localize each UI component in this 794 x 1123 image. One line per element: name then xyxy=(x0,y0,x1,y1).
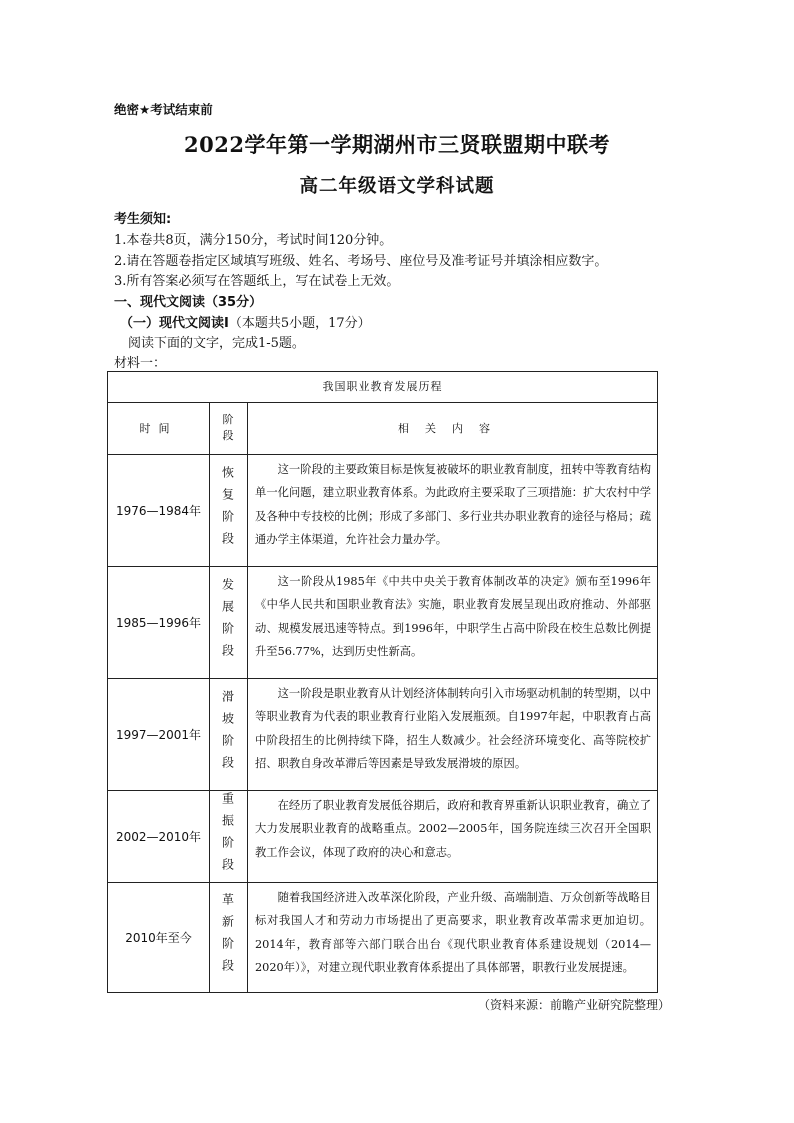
exam-title: 2022学年第一学期湖州市三贤联盟期中联考 xyxy=(184,132,610,157)
subsection-heading xyxy=(120,312,371,331)
subsection-detail: （本题共5小题，17分） xyxy=(228,316,371,331)
notice-title: 考生须知: xyxy=(114,212,172,227)
notice-item: 1.本卷共8页，满分150分，考试时间120分钟。 xyxy=(114,233,393,248)
row-content: 这一阶段的主要政策目标是恢复被破坏的职业教育制度，扭转中等教育结构单一化问题，建立职业教育体系。为此政府主要采取了三项措施：扩大农村中学及各种中专技校的比例；形成了多部门、多行业共办职业教育的途径与格局；疏通办学主体渠道，允许社会力量办学。 xyxy=(255,463,651,546)
material-label: 材料一： xyxy=(114,356,167,371)
notice-item: 3.所有答案必须写在答题纸上，写在试卷上无效。 xyxy=(114,274,400,289)
history-table xyxy=(107,371,658,993)
row-stage: 恢复阶段 xyxy=(220,466,235,554)
column-stage xyxy=(209,402,247,454)
row-stage: 革新阶段 xyxy=(220,893,235,981)
exam-subtitle: 高二年级语文学科试题 xyxy=(299,176,495,197)
row-time: 2010年至今 xyxy=(125,930,192,945)
row-time: 2002—2010年 xyxy=(115,829,202,844)
row-content: 在经历了职业教育发展低谷期后，政府和教育界重新认识职业教育，确立了大力发展职业教育的战略重点。2002—2005年，国务院连续三次召开全国职教工作会议，体现了政府的决心和意志。 xyxy=(255,799,651,859)
row-time: 1976—1984年 xyxy=(115,503,202,518)
column-time: 时间 xyxy=(139,422,178,435)
row-stage: 滑坡阶段 xyxy=(220,690,235,778)
table-column-header xyxy=(108,402,657,455)
source-note: （资料来源：前瞻产业研究院整理） xyxy=(477,998,670,1012)
table-row xyxy=(108,566,657,679)
section-heading: 一、现代文阅读（35分） xyxy=(114,295,263,310)
row-stage: 发展阶段 xyxy=(220,578,235,666)
notice-item: 2.请在答题卷指定区域填写班级、姓名、考场号、座位号及准考证号并填涂相应数字。 xyxy=(114,254,608,269)
column-stage-char: 阶 xyxy=(222,413,234,426)
table-caption: 我国职业教育发展历程 xyxy=(108,372,657,403)
column-divider xyxy=(209,402,210,992)
row-content: 随着我国经济进入改革深化阶段，产业升级、高端制造、万众创新等战略目标对我国人才和劳动力市场提出了更高要求，职业教育改革需求更加迫切。2014年，教育部等六部门联合出台《现代职业教育体系建设规划（2014—2020年）》，对建立现代职业教育体系提出了具体部署，职教行业发展提速。 xyxy=(255,891,651,974)
table-row xyxy=(108,678,657,791)
row-content: 这一阶段从1985年《中共中央关于教育体制改革的决定》颁布至1996年《中华人民共和国职业教育法》实施，职业教育发展呈现出政府推动、外部驱动、规模发展迅速等特点。到1996年，中职学生占高中阶段在校生总数比例提升至56.77%，达到历史性新高。 xyxy=(255,575,651,658)
row-time: 1985—1996年 xyxy=(115,615,202,630)
column-content: 相关内容 xyxy=(398,422,506,435)
column-stage-char: 段 xyxy=(222,429,234,442)
table-row xyxy=(108,790,657,883)
subsection-title: （一）现代文阅读Ⅰ xyxy=(120,316,229,331)
row-time: 1997—2001年 xyxy=(115,727,202,742)
column-divider xyxy=(247,402,248,992)
row-content: 这一阶段是职业教育从计划经济体制转向引入市场驱动机制的转型期，以中等职业教育为代表的职业教育行业陷入发展瓶颈。自1997年起，中职教育占高中阶段招生的比例持续下降，招生人数减少。社会经济环境变化、高等院校扩招、职教自身改革滞后等因素是导致发展滑坡的原因。 xyxy=(255,687,651,770)
table-row xyxy=(108,454,657,567)
row-stage: 重振阶段 xyxy=(220,792,235,880)
table-row xyxy=(108,882,657,992)
secret-label: 绝密★考试结束前 xyxy=(114,102,213,117)
instruction: 阅读下面的文字，完成1-5题。 xyxy=(128,336,305,351)
